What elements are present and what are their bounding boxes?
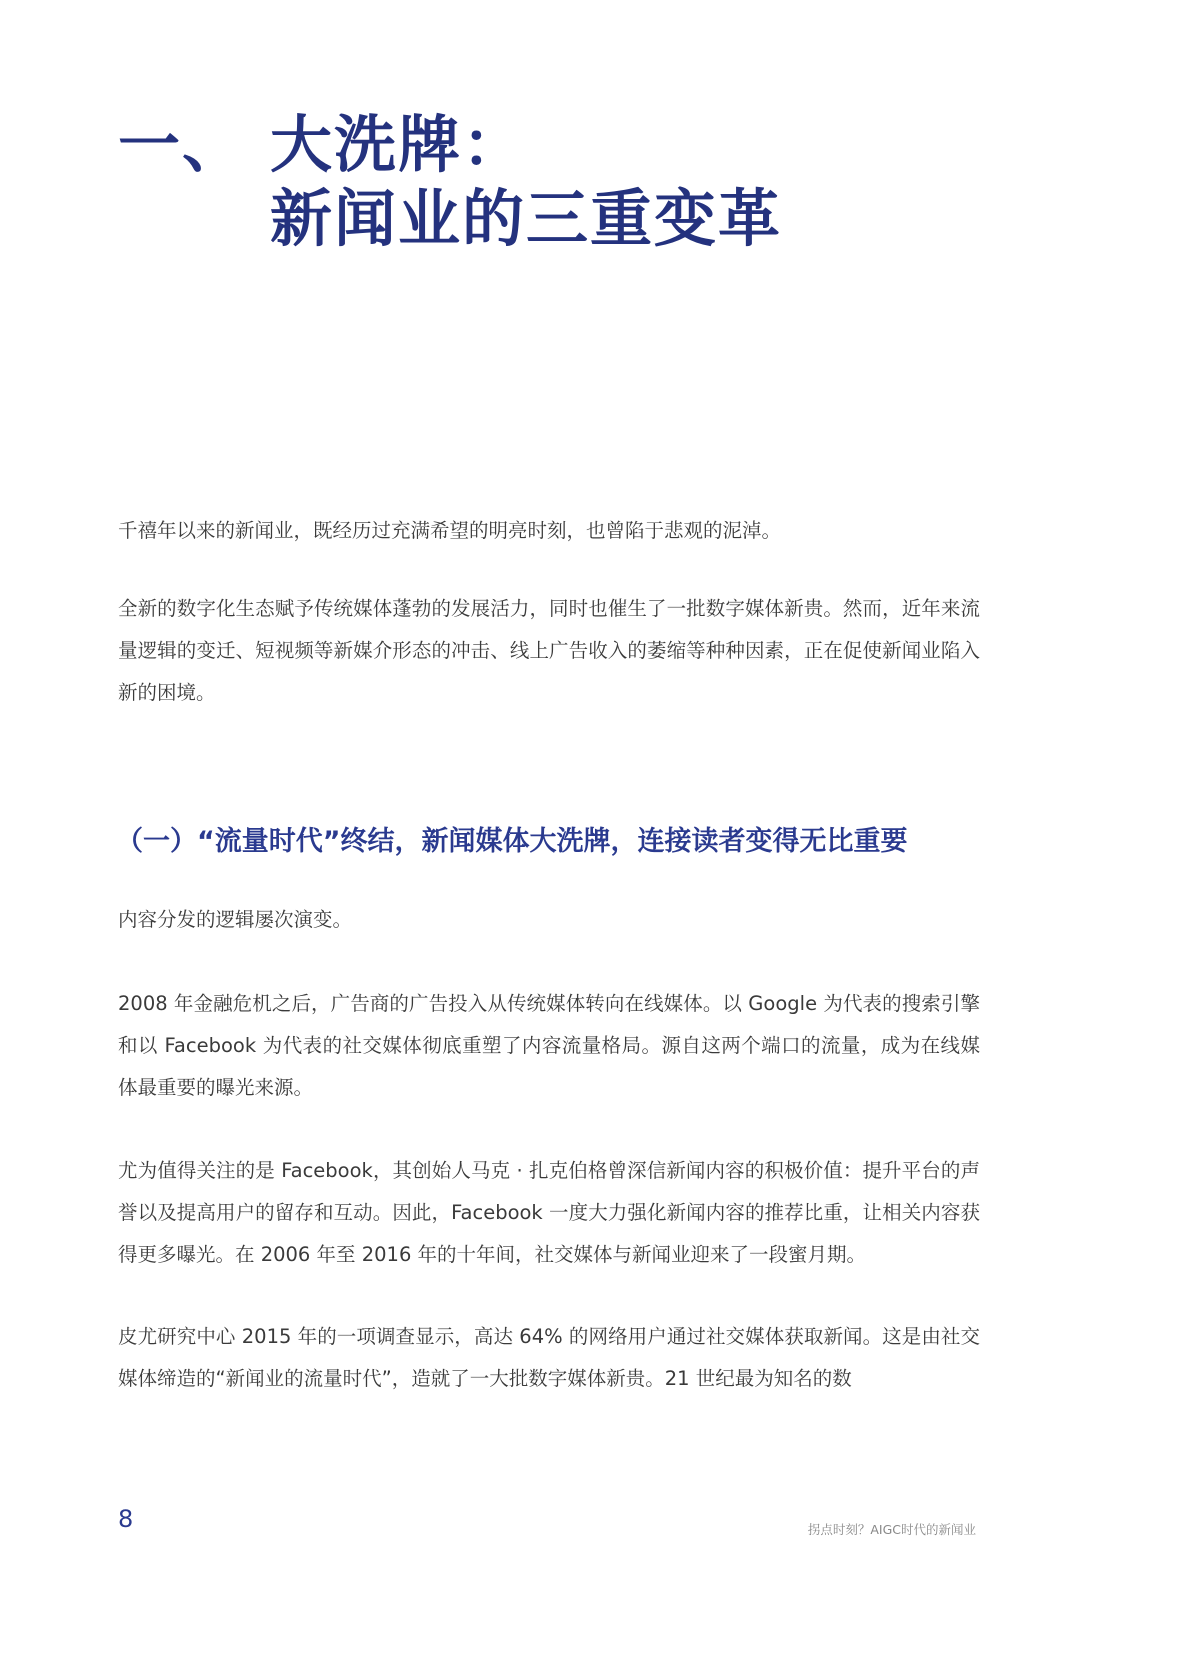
intro-paragraph-2: 全新的数字化生态赋予传统媒体蓬勃的发展活力，同时也催生了一批数字媒体新贵。然而，近年来流量逻辑的变迁、短视频等新媒介形态的冲击、线上广告收入的萎缩等种种因素，正在促使新闻业陷入新的困境。: [118, 597, 980, 704]
section-paragraph-1: 内容分发的逻辑屡次演变。: [118, 908, 353, 931]
page-number: 8: [118, 1505, 134, 1533]
chapter-title-line-2: 新闻业的三重变革: [270, 182, 783, 255]
section-paragraph-4: 皮尤研究中心 2015 年的一项调查显示，高达 64% 的网络用户通过社交媒体获取新闻。这是由社交媒体缔造的“新闻业的流量时代”，造就了一大批数字媒体新贵。21 世纪最为知名的数: [118, 1325, 980, 1390]
section-heading: （一）“流量时代”终结，新闻媒体大洗牌，连接读者变得无比重要: [116, 826, 908, 857]
section-paragraph-3: 尤为值得关注的是 Facebook，其创始人马克 · 扎克伯格曾深信新闻内容的积极价值：提升平台的声誉以及提高用户的留存和互动。因此，Facebook 一度大力强化新闻内容的推荐比重，让相关内容获得更多曝光。在 2006 年至 2016 年的十年间，社交媒体与新闻业迎来了一段蜜月期。: [118, 1159, 980, 1266]
chapter-number: 一、: [118, 108, 247, 181]
running-footer-title: 拐点时刻？AIGC时代的新闻业: [807, 1522, 976, 1537]
section-paragraph-2: 2008 年金融危机之后，广告商的广告投入从传统媒体转向在线媒体。以 Google 为代表的搜索引擎和以 Facebook 为代表的社交媒体彻底重塑了内容流量格局。源自这两个端口的流量，成为在线媒体最重要的曝光来源。: [118, 992, 980, 1099]
intro-paragraph-1: 千禧年以来的新闻业，既经历过充满希望的明亮时刻，也曾陷于悲观的泥淖。: [118, 519, 782, 542]
chapter-title-line-1: 大洗牌：: [270, 108, 527, 181]
